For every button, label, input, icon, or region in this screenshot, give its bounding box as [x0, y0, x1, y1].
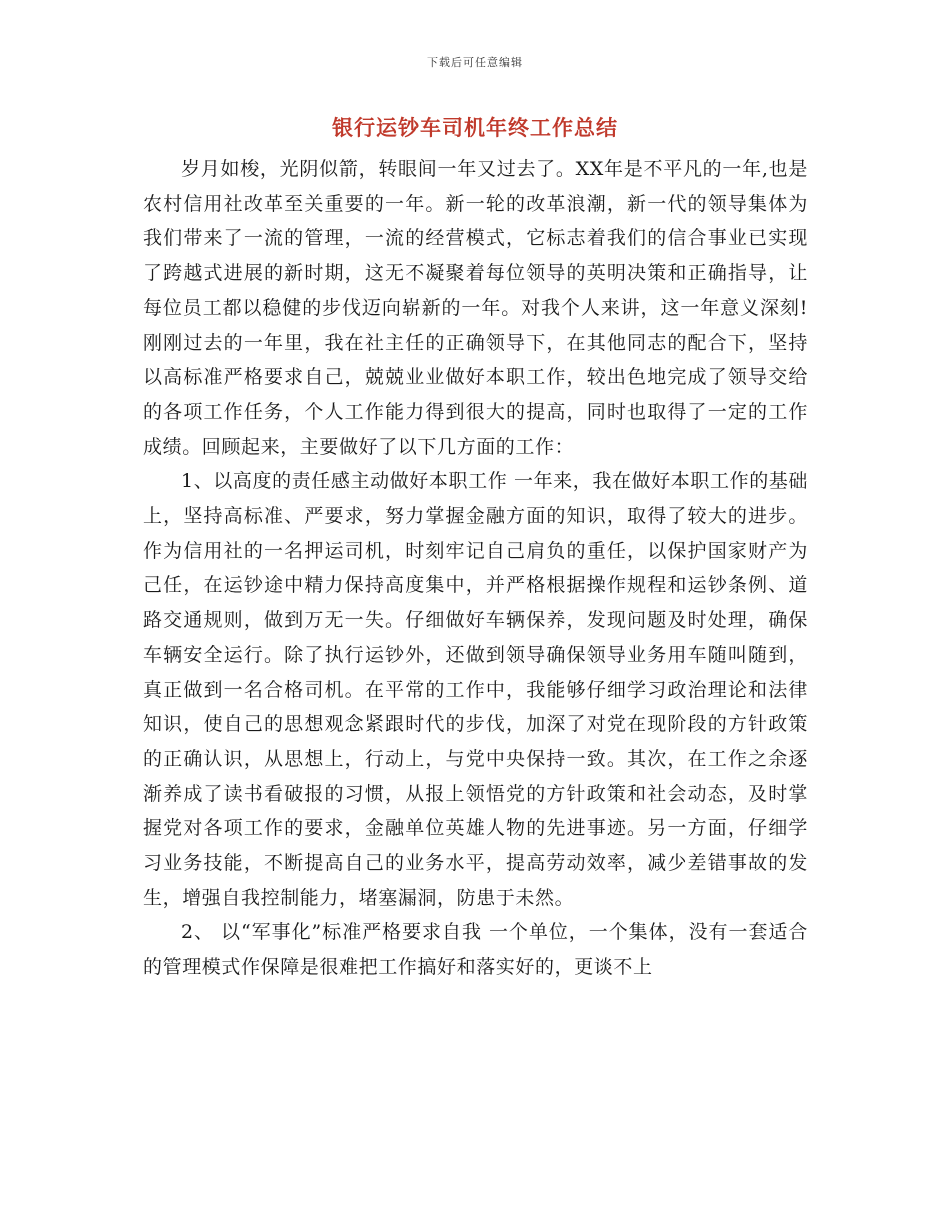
- paragraph-section-2: 2、 以“军事化”标准严格要求自我 一个单位，一个集体，没有一套适合的管理模式作保障是很难把工作搞好和落实好的，更谈不上: [143, 921, 808, 979]
- paragraph-intro: 岁月如梭，光阴似箭，转眼间一年又过去了。XX年是不平凡的一年,也是农村信用社改革至关重要的一年。新一轮的改革浪潮，新一代的领导集体为我们带来了一流的管理，一流的经营模式，它标志着我们的信合事业已实现了跨越式进展的新时期，这无不凝聚着每位领导的英明决策和正确指导，让每位员工都以稳健的步伐迈向崭新的一年。对我个人来讲，这一年意义深刻!刚刚过去的一年里，我在社主任的正确领导下，在其他同志的配合下，坚持以高标准严格要求自己，兢兢业业做好本职工作，较出色地完成了领导交给的各项工作任务，个人工作能力得到很大的提高，同时也取得了一定的工作成绩。回顾起来，主要做好了以下几方面的工作：: [143, 158, 808, 458]
- document-title: 银行运钞车司机年终工作总结: [332, 116, 618, 140]
- header-note: 下载后可任意编辑: [427, 56, 523, 69]
- document-body: [143, 152, 808, 985]
- paragraph-section-1: 1、以高度的责任感主动做好本职工作 一年来，我在做好本职工作的基础上，坚持高标准、严要求，努力掌握金融方面的知识，取得了较大的进步。作为信用社的一名押运司机，时刻牢记自己肩负的重任，以保护国家财产为己任，在运钞途中精力保持高度集中，并严格根据操作规程和运钞条例、道路交通规则，做到万无一失。仔细做好车辆保养，发现问题及时处理，确保车辆安全运行。除了执行运钞外，还做到领导确保领导业务用车随叫随到，真正做到一名合格司机。在平常的工作中，我能够仔细学习政治理论和法律知识，使自己的思想观念紧跟时代的步伐，加深了对党在现阶段的方针政策的正确认识，从思想上，行动上，与党中央保持一致。其次，在工作之余逐渐养成了读书看破报的习惯，从报上领悟党的方针政策和社会动态，及时掌握党对各项工作的要求，金融单位英雄人物的先进事迹。另一方面，仔细学习业务技能，不断提高自己的业务水平，提高劳动效率，减少差错事故的发生，增强自我控制能力，堵塞漏洞，防患于未然。: [143, 470, 808, 909]
